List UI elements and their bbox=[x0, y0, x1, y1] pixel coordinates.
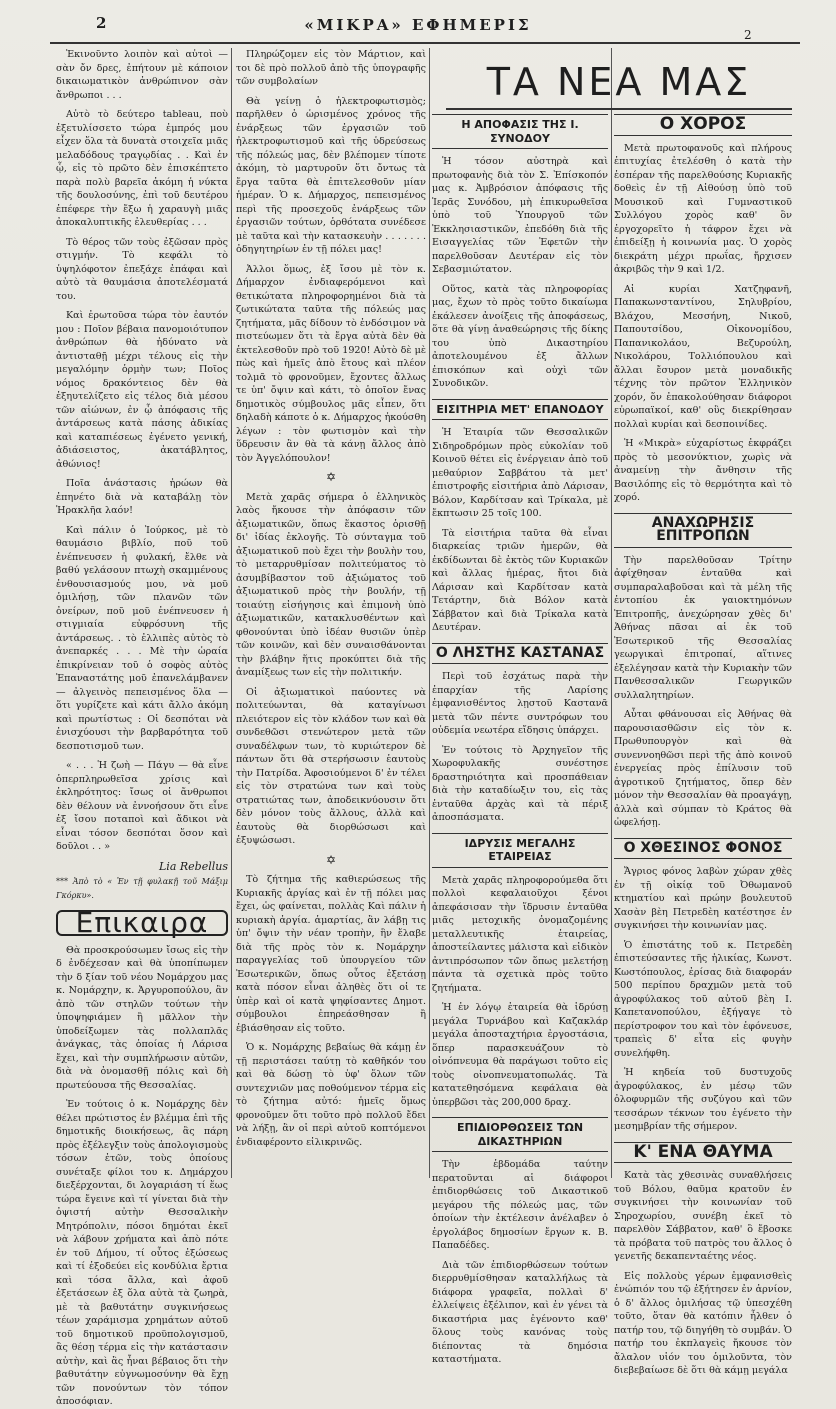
article-paragraph: Κατὰ τὰς χθεσινὰς συναθλήσεις τοῦ Βόλου, θαῦμα κρατοῦν ἐν συγκινήσει τὴν κοινωνίαν τοῦ Σηροχωρίου, συνέβη ἐκεῖ τὸ παρελθὸν Σάββατον, καθ' ὃ ἔβοσκε τὰ πρόβατα τοῦ πατρὸς του ἄλλος ὁ γενετῆς δεκαπενταέτης νέος. bbox=[614, 1170, 792, 1262]
article-paragraph: Περὶ τοῦ ἐσχάτως παρὰ τὴν ἐπαρχίαν τῆς Λαρίσης ἐμφανισθέντος λῃστοῦ Καστανᾶ μετὰ τῶν πέντε συντρόφων του οὐδεμία νεωτέρα εἴδησις ὑπάρχει. bbox=[432, 671, 608, 736]
article-paragraph: Θὰ προσκρούσωμεν ἴσως εἰς τὴν δ ἐνδέχεσαν καὶ θὰ ὑποπίπωμεν τὴν δ ξίαν τοῦ νέου Νομάρχου μας κ. Νομάρχην, κ. Ἀργυροπούλου, ἂν ἀπὸ τῶν στηλῶν τούτων τὴν ὑποψηφιάμεν ἢ μᾶλλον τὴν ὑποδείξωμεν τὰς πολλαπλᾶς ἀνάγκας, τὰς ὁποίας ἡ Λάρισα ἔχει, καὶ τὴν συμπλήρωσιν αὐτῶν, διὰ νὰ ὀνομασθῇ πόλις καὶ δὴ πρωτεύουσα τῆς Θεσσαλίας. bbox=[56, 944, 228, 1091]
article-paragraph: Καὶ πάλιν ὁ Ἰούρκος, μὲ τὸ θαυμάσιο βιβλίο, ποῦ τοῦ ἐνέπνευσεν ἡ φυλακή, ἔλθε νὰ βαθύ γελάσουν πτωχὴ σκαμμένους ἐνθουσιασμούς μου, νὰ μοῦ ὁμιλήσῃ, τῶν πλανῶν τῶν ὀνείρων, ποῦ μοῦ ἐνέπνευσεν ἡ στιγμιαία εὐφρόσυνη τῆς ἀντάρσεως. . τὸ ἐλλιπὲς αὐτὸς τὸ ἀνεπαρκές . . . Μὲ τὴν ὡραία ἐπικρίνειαν τοῦ ὁ σοφὸς αὐτὸς Ἐπαναστάτης μοῦ ἐπανελάμβανεν — ἀλγεινὸς πεπεισμένος ὅλα — ὅτι γυρίζετε καὶ κάτι ἄλλο ἀκόμη καὶ πρωτίστως : Οἱ δεσπόται νὰ ἐνισχύουσι τὴν βαρβαρότητα τοῦ δεσποτισμοῦ των. bbox=[56, 524, 228, 752]
article-paragraph: Ἡ Ἑταιρία τῶν Θεσσαλικῶν Σιδηροδρόμων πρὸς εὐκολίαν τοῦ Κοινοῦ θέτει εἰς ἐνέργειαν ἀπὸ τοῦ μεθαύριον Σαββάτου τὰ μετ' ἐπιστροφῆς εἰσιτήρια ἀπὸ Λάρισαν, Βόλον, Καρδίτσαν καὶ Τρίκαλα, μὲ ἔκπτωσιν 25 τοῖς 100. bbox=[432, 427, 608, 519]
article-paragraph: Οἱ ἀξιωματικοὶ παύοντες νὰ πολιτεύωνται, θὰ καταγίνωσι πλειότερον εἰς τὸν κλάδον των καὶ θὰ συνδεθῶσι στενώτερον μετὰ τῶν συναδέλφων των, τὸ κυριώτερον δὲ πάντων ὅτι θὰ στερήσωσιν ἑαυτοὺς τὴν Πατρίδα. Ἀφοσιούμενοι δ' ἐν τέλει εἰς τὸν στρατώνα των καὶ τοὺς στρατιώτας των, ἀποδεικνύουσιν ὅτι δὲν μόνον τοὺς ἄλλους, ἀλλὰ καὶ ἑαυτοὺς θὰ διορθώσωσι καὶ ἐξυψώσωσι. bbox=[236, 686, 426, 846]
headline-fonos: Ο ΧΘΕΣΙΝΟΣ ΦΟΝΟΣ bbox=[614, 838, 792, 860]
article-paragraph: Αἱ κυρίαι Χατζηφανῆ, Παπακωνσταντίνου, Σηλυβρίου, Βλάχου, Μεσσήνη, Νικοῦ, Παπουτσίδου, Οἰκονομίδου, Παπανικολάου, Βεζυρούλη, Νικολάρου, Τολλιόπουλου καὶ ἄλλαι ἔσυρον μετὰ μοναδικῆς τέχνης τὸν πρῶτον Ἑλληνικὸν χορόν, ὅν ἐπακολούθησαν διάφοροι εὐρωπαϊκοί, καθ' οὓς διεκρίθησαν πολλαὶ κυρίαι καὶ δεσποινίδες. bbox=[614, 283, 792, 430]
article-paragraph: Τὸ θέρος τῶν τοὺς ἐξῶσαν πρὸς στιγμήν. Τὸ κεφάλι τὸ ὑψηλόφοτον ἐπεξάχε ἐπάφαι καὶ αὐτὸ τὰ θαυμάσια ἀποτελέσματά του. bbox=[56, 236, 228, 302]
article-paragraph: Ἡ «Μικρὰ» εὐχαρίστως ἐκφράζει πρὸς τὸ μεσονύκτιον, χωρὶς νὰ ἀναμείνῃ τὴν ἄνθησιν τῆς Βασιλόπης εἰς τὸ θερμότητα καὶ τὸ χορό. bbox=[614, 438, 792, 503]
article-paragraph: Καὶ ἐρωτοῦσα τώρα τὸν ἑαυτόν μου : Ποῖον βέβαια πανομοιότυπον ἀνθρώπων θὰ ἠδύνατο νὰ ἀντισταθῇ μέχρι τέλους εἰς τὴν μεγαλόμην ὁρμὴν των; Ποῖος νόμος δρακόντειος δὲν θὰ ἐξηυτελίζετο εἰς τέλος διὰ μέσου τῶν αἰώνων, ἐν ᾧ ἀπόφασις τῆς ἀντάρσεως κατὰ πάσης ἀδικίας καὶ καταπιέσεως ἐγένετο γενική, ἀδιάσειστος, ἀκατάβλητος, ἀθώνιος! bbox=[56, 310, 228, 470]
article-paragraph: Πληρώζομεν εἰς τὸν Μάρτιον, καὶ τοι δὲ πρὸ πολλοῦ ἀπὸ τῆς ὑπογραφῆς τῶν συμβολαίων bbox=[236, 49, 426, 87]
article-paragraph: Τὸ ζήτημα τῆς καθιερώσεως τῆς Κυριακῆς ἀργίας καὶ ἐν τῇ πόλει μας ἔχει, ὡς φαίνεται, πολλὰς Καὶ πάλιν ἡ κυριακὴ ἀργία. ἁμαρτίας, ἂν λάβῃ τις ὑπ' ὄψιν τὴν νέαν τροπὴν, ἣν ἔλαβε διὰ τῆς πρὸς τὸν κ. Νομάρχην παραγγελίας τοῦ ὑπουργείου τῶν Ἐσωτερικῶν, ὅπως οὗτος ἐξετάσῃ κατὰ πόσον εἶναι ἀληθὲς ὅτι οἱ τε ὑπὲρ καὶ οἱ κατὰ ψηφίσαντες Δημοτ. σύμβουλοι ἐπηρεάσθησαν ἢ ἐβιάσθησαν εἰς τοῦτο. bbox=[236, 874, 426, 1034]
column-4 bbox=[614, 48, 793, 1376]
article-paragraph: Ἄγριος φόνος λαβὼν χώραν χθὲς ἐν τῇ οἰκίᾳ τοῦ Ὀθωμανοῦ κτηματίου καὶ πρώην βουλευτοῦ Χασὰν βὲη Πετρεδὲη κατέστησε ἐν συγκινήσει τὴν κοινωνίαν μας. bbox=[614, 866, 792, 931]
section-banner-epikaira: Επικαιρα bbox=[56, 910, 228, 936]
column-divider bbox=[611, 48, 612, 1178]
headline-thavma: Κ' ΕΝΑ ΘΑΥΜΑ bbox=[614, 1142, 792, 1164]
star-ornament-icon: ✡ bbox=[325, 470, 337, 484]
column-divider bbox=[231, 48, 232, 1178]
article-paragraph: Θὰ γείνῃ ὁ ἠλεκτροφωτισμὸς; παρῆλθεν ὁ ὡρισμένος χρόνος τῆς ἐνάρξεως τῶν ἐργασιῶν τοῦ ἠλεκτροφωτισμοῦ καὶ τῆς ὑδρεύσεως τῆς πόλεώς μας, δὲν βλέπομεν τίποτε ἀκόμη, τὸ μαρτυροῦν ὅτι ὄντως τὰ ἔργα ταῦτα θὰ ἐπιτελεσθοῦν μίαν ἡμέραν. Ὁ κ. Δήμαρχος, πεπεισμένος περὶ τῆς προσεχοῦς ἐνάρξεως τῶν ἐργασιῶν τούτων, ὁρθότατα συνέδεσε μὲ ταῦτα καὶ τὴν κατασκευὴν . . . . . . . ὀδηγητηρίων ἐν τῇ πόλει μας! bbox=[236, 95, 426, 255]
article-paragraph: Ἐν τούτοις ὁ κ. Νομάρχης δὲν θέλει πρώτιστος ἐν βλέμμα ἐπὶ τῆς δημοτικῆς διοικήσεως, ἂς πάρη πρὸς ἐξέλεγξιν τοὺς ἀπολογισμοὺς τόσων ἐτῶν, τοὺς ὁποίους συνέταξε φίλοι του κ. Δημάρχου διεξέρχονται, δι λογαριάση τί ἕως τώρα ἔγεινε καὶ τί γίνεται διὰ τὴν ὀψιστή αὐτὴν Θεσσαλικὴν Μητρόπολιν, πόσοι δημόται ἐκεῖ νὰ λάβουν χρήματα καὶ ἀπὸ πότε ἐν τοῦ Δήμου, τί οὗτος ἐξώσεως καὶ τί ἐξοδεύει εἰς κονδύλια ἔρτια καὶ τόσα ἄλλα, καὶ ἀφοῦ ἐξετάσεων ἐξ ὅλα αὐτὰ τὰ ζωηρὰ, μὲ τὰ βαθυτάτην συγκινήσεως τέων χαράμισμα χρημάτων αὐτοῦ τοῦ δημοτικοῦ προϋπολογισμοῦ, ἂς θέσῃ τέρμα εἰς τὴν κατάστασιν αὐτὴν, καὶ ἂς ἦναι βέβαιος ὅτι τὴν βαθυτάτην εὐγνωμοσύνην θὰ ἔχῃ τῶν πονούντων τὸν τόπον ἀποσόφιαν. bbox=[56, 1099, 228, 1407]
headline-eisitiria: ΕΙΣΙΤΗΡΙΑ ΜΕΤ' ΕΠΑΝΟΔΟΥ bbox=[432, 399, 608, 421]
section-banner-ta-nea-mas: ΤΑ ΝΕΑ ΜΑΣ bbox=[446, 56, 792, 110]
author-signature: Lia Rebellus bbox=[159, 859, 228, 873]
article-paragraph: Μετὰ χαρᾶς σήμερα ὁ ἑλληνικὸς λαὸς ἤκουσε τὴν ἀπόφασιν τῶν ἀξιωματικῶν, ὅπως ἕκαστος ὁρισθῇ δι' ἰδίας ἐκλογῆς. Τὸ σύνταγμα τοῦ ἀξιωματικοῦ ποὺ ἔχει τὴν βουλὴν του, τὸ μεταρρυθμίσαν πολιτεύματος τὸ ἀσυμβίβαστον τοῦ ἀξιώματος τοῦ ἀξιωματικοῦ πρὸς τὴν βουλήν, τῇ τοιαύτῃ εἰσήγησις καὶ ἐπιμονὴ ὑπὸ ἀξιωματικῶν, κατακλυσθέντων καὶ φθονούνται ὑπὸ ἰδέαν θυσιῶν ὑπὲρ τῶν κοινῶν, καὶ δὲν συναισθάνονται τὴν βλάβην ἥτις προκύπτει διὰ τῆς ἀναμίξεως των εἰς τὴν πολιτικήν. bbox=[236, 491, 426, 678]
article-paragraph: Οὕτος, κατὰ τὰς πληροφορίας μας, ἔχων τὸ πρὸς τοῦτο δικαίωμα ἐκάλεσεν ἀνοίξεις τῆς ἀποφάσεως, ὅτε θὰ γίνῃ ἀναθεώρησις τῆς δίκης του ὑπὸ Δικαστηρίου ἀποτελουμένου ἐξ ἄλλων ἐπισκόπων καὶ οὐχὶ τῶν Συνοδικῶν. bbox=[432, 283, 608, 389]
article-paragraph: Αὐτὸ τὸ δεύτερο tableau, ποὺ ἐξετυλίσσετο τώρα ἐμπρός μου εἶχεν ὅλα τὰ δυνατὰ στοιχεῖα μιᾶς μελαδόδους τραγῳδίας . . Καὶ ἐν ᾧ, εἰς τὸ πρῶτο δὲν ἐπισκέπτετο παρὰ πολὺ βαρεῖα ἀκόμη ἡ νύκτα τῆς δουλοσύνης, ἐπὶ τοῦ δευτέρου ἐπέφερε τὴν ἔξω ἡ χαραυγὴ μιᾶς ἀποκαλυπτικῆς ἐλευθερίας . . . bbox=[56, 109, 228, 228]
masthead bbox=[0, 14, 836, 40]
article-paragraph: Ἀλλοι ὅμως, ἐξ ἴσου μὲ τὸν κ. Δήμαρχον ἐνδιαφερόμενοι καὶ θετικώτατα πληροφορημένοι διὰ τὰ ζωτικώτατα ταῦτα τῆς πόλεώς μας ζητήματα, μᾶς δίδουν τὸ ἐνδόσιμον νὰ πιστεύωμεν ὅτι τὰ ἔργα αὐτὰ δὲν θὰ ἐκτελεσθοῦν πρὸ τοῦ 1920! Αὐτὸ δὲ μὲ πὼς καὶ ἡμεῖς ἀπὸ ἔτους καὶ πλέον τολμᾶ τὸ φρονοῦμεν, ἔχοντες ἄλλως τε ὑπ' ὄψιν καὶ κάτι, τὸ ὁποῖον ἔνας δημοτικὸς σύμβουλος μᾶς εἶπεν, ὅτι δηλαδὴ κάποτε ὁ κ. Δήμαρχος ἠκούσθη λέγων : τὸν φωτισμὸν καὶ τὴν ὕδρευσιν ἂν θὰ τὰ κάνῃ ἄλλος ἀπὸ τὸν Ἀγγελόπουλον! bbox=[236, 263, 426, 464]
headline-xoros: Ο ΧΟΡΟΣ bbox=[614, 114, 792, 136]
article-paragraph: Ὁ κ. Νομάρχης βεβαίως θὰ κάμῃ ἐν τῇ περιστάσει ταύτῃ τὸ καθῆκόν του καὶ θὰ δώσῃ τὸ ὑφ' ὅλων τῶν συντεχνιῶν μας ποθούμενον τέρμα εἰς τὸ ζήτημα αὐτό: ἡμεῖς ὅμως φρονοῦμεν ὅτι τοῦτο πρὸ πολλοῦ ἔδει νὰ λήξῃ, ἂν οἱ περὶ αὐτοῦ κοπτόμενοι ἐνδιαφέροντο εἰλικρινῶς. bbox=[236, 1042, 426, 1148]
headline-listis: Ο ΛΗΣΤΗΣ ΚΑΣΤΑΝΑΣ bbox=[432, 643, 608, 665]
article-paragraph: Ἡ κηδεία τοῦ δυστυχοῦς ἀγροφύλακος, ἐν μέσῳ τῶν ὀλοφυρμῶν τῆς συζύγου καὶ τῶν τεσσάρων τέκνων του ἐγένετο τὴν μεσημβρίαν τῆς σήμερον. bbox=[614, 1067, 792, 1132]
article-paragraph: Τὰ εἰσιτήρια ταῦτα θὰ εἶναι διαρκείας τριῶν ἡμερῶν, θὰ ἐκδίδωνται δὲ ἐκτὸς τῶν Κυριακῶν καὶ ἄλλας ἡμέρας, ἤτοι διὰ Λάρισαν καὶ Καρδίτσαν κατὰ Τετάρτην, διὰ Βόλον κατὰ Σάββατον καὶ διὰ Τρίκαλα κατὰ Δευτέραν. bbox=[432, 527, 608, 633]
article-paragraph: « . . . Ἡ ζωὴ — Πάγυ — θὰ εἶνε ὁπερπληρωθεῖσα χρίσις καὶ ἐκληρότητος: ἴσως οἱ ἄνθρωποι δὲν θέλουν νὰ ἐννοήσουν ὅτι εἶνε ἐξ ἴσου ποταποὶ καὶ ἄδικοι νὰ εἶναι τόσον δεσπόται ὅσον καὶ δοῦλοι . . » bbox=[56, 760, 228, 852]
footnote: *** Ἀπὸ τὸ « Ἐν τῇ φυλακῇ τοῦ Μάξιμ Γκόρκυ». bbox=[56, 877, 228, 900]
article-paragraph: Διὰ τῶν ἐπιδιορθώσεων τούτων διερρυθμίσθησαν καταλλήλως τὰ διάφορα γραφεῖα, πολλαὶ δ' ἐλλείψεις ἐξέλιπον, καὶ ἐν γένει τὰ δικαστήρια μας ἐγένοντο καθ' ὅλους τοὺς κανόνας τοὺς διέποντας τὰ δημόσια καταστήματα. bbox=[432, 1259, 608, 1365]
article-paragraph: Εἰς πολλοὺς γέρων ἐμφανισθεὶς ἐνώπιόν του τῷ ἐξήτησεν ἐν ἀρνίον, ὁ δ' ἄλλος ὁμιλήσας τῷ ὑπεσχέθη τοῦτο, ὅταν θὰ κατόπιν ἦλθεν ὁ πατήρ του, τῷ διηγήθη τὸ συμβάν. Ὁ πατήρ του ἐκπλαγεὶς ἤκουσε τὸν ἄλαλον υἱόν του ὁμιλοῦντα, τὸν διεβεβαίωσε δὲ ὅτι θὰ κάμῃ μεγάλα bbox=[614, 1270, 793, 1376]
article-paragraph: Τὴν ἑβδομάδα ταύτην περατοῦνται αἱ διάφοροι ἐπιδιορθώσεις τοῦ Δικαστικοῦ μεγάρου τῆς πόλεώς μας, τῶν ὁποίων τὴν ἐκτέλεσιν ἀνέλαβεν ὁ ἐργολάβος δημοσίων ἔργων κ. Β. Παπαδέδες. bbox=[432, 1159, 608, 1251]
star-ornament-icon: ✡ bbox=[325, 852, 337, 867]
headline-epitropes: ΑΝΑΧΩΡΗΣΙΣ ΕΠΙΤΡΟΠΩΝ bbox=[614, 513, 792, 548]
headline-etaireia: ΙΔΡΥΣΙΣ ΜΕΓΑΛΗΣ ΕΤΑΙΡΕΙΑΣ bbox=[432, 833, 608, 868]
column-3 bbox=[432, 48, 608, 1365]
newspaper-title: «ΜΙΚΡΑ» ΕΦΗΜΕΡΙΣ bbox=[304, 16, 532, 34]
article-paragraph: Ἐκινοῦντο λοιπὸν καὶ αὐτοὶ — σὰν ὄν δρες, ἐπήτουν μὲ κάποιον δικαιωματικὸν ἀνθρώπινον σὰν ἄνθρωποι . . . bbox=[56, 49, 228, 101]
article-paragraph: Αὗται φθάνουσαι εἰς Ἀθήνας θὰ παρουσιασθῶσιν εἰς τὸν κ. Πρωθυπουργὸν καὶ θὰ συνεννοηθῶσι περὶ τῆς ἀπὸ κοινοῦ ἐνεργείας πρὸς ἐπίλυσιν τοῦ ἀγροτικοῦ ζητήματος, ὅπερ δὲν μόνον τὴν Θεσσαλίαν θὰ προαγάγῃ, ἀλλὰ καὶ σύμπαν τὸ Κράτος θὰ ὠφελήσῃ. bbox=[614, 709, 792, 828]
article-paragraph: Ὁ ἐπιστάτης τοῦ κ. Πετρεδὲη ἐπιστεύσαντες τῆς ἡλικίας, Κωνστ. Κωστόπουλος, ἐρίσας διὰ διαφοράν 500 περίπου δραχμῶν μετὰ τοῦ ἀγροφύλακος τοῦ αὐτοῦ βὲη Ι. Καπετανοπούλου, ἐξήγαγε τὸ περίστροφον του καὶ τὸν ἐφόνευσε, τραπεὶς δ' εἶτα εἰς φυγὴν συνελήφθη. bbox=[614, 939, 792, 1059]
article-paragraph: Τὴν παρελθοῦσαν Τρίτην ἀφίχθησαν ἐνταῦθα καὶ συμπαραλαβοῦσαι καὶ τὰ μέλη τῆς ἐντοπίου ἐκ γαιοκτημόνων Ἐπιτροπῆς, ἀνεχώρησαν χθὲς δι' Ἀθήνας πᾶσαι αἱ ἐκ τοῦ Ἐσωτερικοῦ τῆς Θεσσαλίας γεωργικαὶ ἐπιτροπαί, αἵτινες ἐξελέγησαν κατὰ τὴν Κυριακὴν τῶν Πανθεσσαλικῶν Γεωργικῶν συλλαλητηρίων. bbox=[614, 554, 792, 701]
column-1 bbox=[56, 48, 228, 1407]
article-paragraph: Ποῖα ἀνάστασις ἠρώων θὰ ἐπηνέτο διὰ νὰ καταβάλῃ τὸν Ἡρακλῆα λαόν! bbox=[56, 478, 228, 516]
column-divider bbox=[429, 48, 430, 1178]
headline-synodos: Η ΑΠΟΦΑΣΙΣ ΤΗΣ Ι. ΣΥΝΟΔΟΥ bbox=[432, 114, 608, 149]
page-number-left: 2 bbox=[96, 14, 107, 32]
article-paragraph: Ἡ τόσον αὐστηρὰ καὶ πρωτοφανὴς διὰ τὸν Σ. Ἐπίσκοπόν μας κ. Ἀμβρόσιον ἀπόφασις τῆς Ἱερᾶς Συνόδου, μὴ ἐπικυρωθεῖσα ὑπὸ τοῦ Ὑπουργοῦ τῶν Ἐκκλησιαστικῶν, ἐπεδόθη διὰ τῆς Εισαγγελίας τῶν Ἐφετῶν τὴν παρελθοῦσαν Δευτέραν εἰς τὸν Σεβασμιώτατον. bbox=[432, 156, 608, 275]
headline-dikastiria: ΕΠΙΔΙΟΡΘΩΣΕΙΣ ΤΩΝ ΔΙΚΑΣΤΗΡΙΩΝ bbox=[432, 1117, 608, 1152]
header-rule bbox=[50, 42, 800, 44]
article-paragraph: Ἐν τούτοις τὸ Ἀρχηγεῖον τῆς Χωροφυλακῆς συνέστησε δραστηριότητα καὶ προσπάθειαν διὰ τὴν καταδίωξιν του, εἰς τὰς ἐνταῦθα ἀρχὰς καὶ τὰ πέριξ ἀποσπάσματα. bbox=[432, 744, 608, 823]
page-number-right: 2 bbox=[744, 28, 752, 42]
article-paragraph: Μετὰ χαρᾶς πληροφορούμεθα ὅτι πολλοὶ κεφαλαιοῦχοι ξένοι ἀπεφάσισαν τὴν ἵδρυσιν ἐνταῦθα μιᾶς μετοχικῆς ὀνομαζομένης μεταλλευτικῆς ἑταιρείας, ἀποστείλαντες μάλιστα καὶ εἰδικὸν ἀντιπρόσωπον τῶν ὅπως μελετήσῃ πάντα τὰ σχετικὰ πρὸς τοῦτο ζητήματα. bbox=[432, 874, 608, 994]
article-paragraph: Ἡ ἐν λόγῳ ἑταιρεία θὰ ἱδρύσῃ μεγάλα Τυρνάβου καὶ Καζακλάρ μεγάλα ἀποσταχτήρια ἐργοστάσια, ὅπερ παρασκευάζουν τὸ οἰνόπνευμα θὰ παράγωσι τοῦτο εἰς τοὺς οἰνοπνευματοπωλάς. Τὰ κατατεθησόμενα κεφάλαια θὰ ὑπερβῶσι τὰς 200,000 δραχ. bbox=[432, 1002, 608, 1108]
column-2 bbox=[236, 48, 426, 1178]
article-paragraph: Μετὰ πρωτοφανοῦς καὶ πλήρους ἐπιτυχίας ἐτελέσθη ὁ κατὰ τὴν ἑσπέραν τῆς παρελθούσης Κυριακῆς δοθεὶς ἐν τῇ Αἰθούσῃ ὑπὸ τοῦ Μουσικοῦ καὶ Γυμναστικοῦ Συλλόγου χορὸς καθ' ὃν ἐργοχορεῖτο ἡ τάφρον ἔχει νὰ ἐπιδείξῃ ἡ κοινωνία μας. Ὁ χορὸς διεκράτη μέχρι πρωΐας, ἤρχισεν ἀκριβῶς τὴν 9 καὶ 1/2. bbox=[614, 142, 792, 275]
